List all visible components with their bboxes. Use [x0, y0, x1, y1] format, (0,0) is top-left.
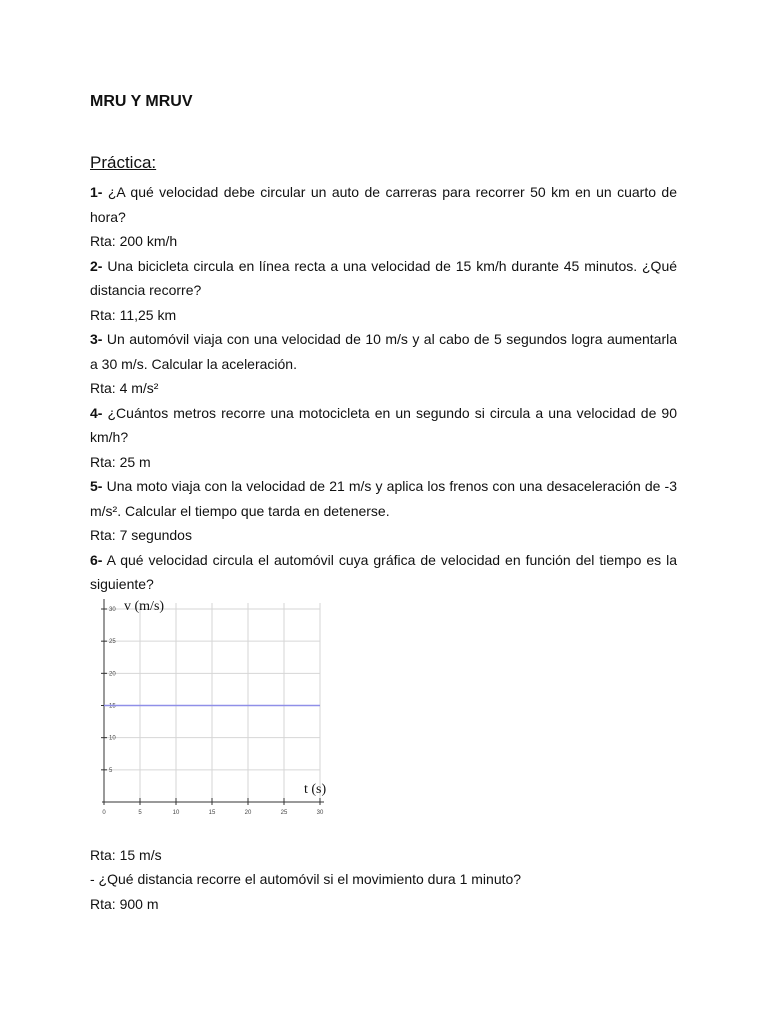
y-tick-label: 10: [109, 735, 116, 742]
problem-number: 5-: [90, 478, 103, 494]
problem-text: Un automóvil viaja con una velocidad de 10 m/s y al cabo de 5 segundos logra aumentarla a 30 m/s. Calcular la aceleración.: [90, 331, 677, 372]
problem-number: 6-: [90, 551, 103, 568]
x-tick-label: 10: [172, 809, 180, 816]
x-tick-label: 0: [102, 809, 106, 816]
x-tick-label: 30: [316, 809, 324, 816]
answer-4: Rta: 25 m: [90, 453, 151, 470]
x-tick-label: 15: [208, 809, 216, 816]
problem-number: 1-: [90, 184, 103, 200]
problem-number: 3-: [90, 331, 103, 347]
velocity-time-chart: [90, 597, 677, 843]
y-tick-label: 5: [109, 767, 113, 774]
problem-number: 2-: [90, 257, 103, 274]
y-tick-label: 30: [109, 606, 116, 613]
document-title: MRU Y MRUV: [90, 93, 193, 110]
problem-text: ¿A qué velocidad debe circular un auto de carreras para recorrer 50 km en un cuarto de hora?: [90, 184, 678, 225]
y-axis-label: v (m/s): [124, 598, 165, 614]
problem-1: [90, 180, 677, 229]
x-tick-label: 5: [138, 809, 142, 816]
problem-2: [90, 254, 677, 303]
answer-2: Rta: 11,25 km: [90, 306, 177, 323]
followup-question: - ¿Qué distancia recorre el automóvil si el movimiento dura 1 minuto?: [90, 871, 522, 887]
followup-answer: Rta: 900 m: [90, 895, 159, 912]
answer-1: Rta: 200 km/h: [90, 233, 178, 249]
chart-axes: [102, 599, 324, 804]
chart-grid: [104, 603, 320, 802]
x-tick-label: 25: [280, 809, 288, 816]
answer-6: Rta: 15 m/s: [90, 846, 162, 863]
problem-text: Una bicicleta circula en línea recta a una velocidad de 15 km/h durante 45 minutos. ¿Qué distancia recorre?: [90, 257, 678, 298]
problem-5: [90, 474, 677, 523]
problem-text: ¿Cuántos metros recorre una motocicleta en un segundo si circula a una velocidad de 90 km/h?: [90, 404, 677, 445]
chart-svg: [94, 597, 344, 827]
x-axis-label: t (s): [304, 781, 327, 797]
answer-3: Rta: 4 m/s²: [90, 380, 159, 396]
problem-4: [90, 401, 677, 450]
y-tick-label: 20: [109, 670, 116, 677]
problem-number: 4-: [90, 404, 103, 421]
problem-3: [90, 327, 677, 376]
problem-text: Una moto viaja con la velocidad de 21 m/s y aplica los frenos con una desaceleración de -3 m/s². Calcular el tiempo que tarda en detenerse.: [90, 478, 677, 519]
problem-list: [90, 180, 677, 916]
answer-5: Rta: 7 segundos: [90, 527, 192, 543]
problem-6: [90, 548, 677, 597]
section-heading: Práctica:: [90, 153, 157, 172]
y-tick-label: 25: [109, 638, 116, 645]
x-tick-label: 20: [244, 809, 252, 816]
y-tick-label: 15: [109, 703, 116, 709]
problem-text: A qué velocidad circula el automóvil cuya gráfica de velocidad en función del tiempo es la siguiente?: [90, 551, 677, 592]
